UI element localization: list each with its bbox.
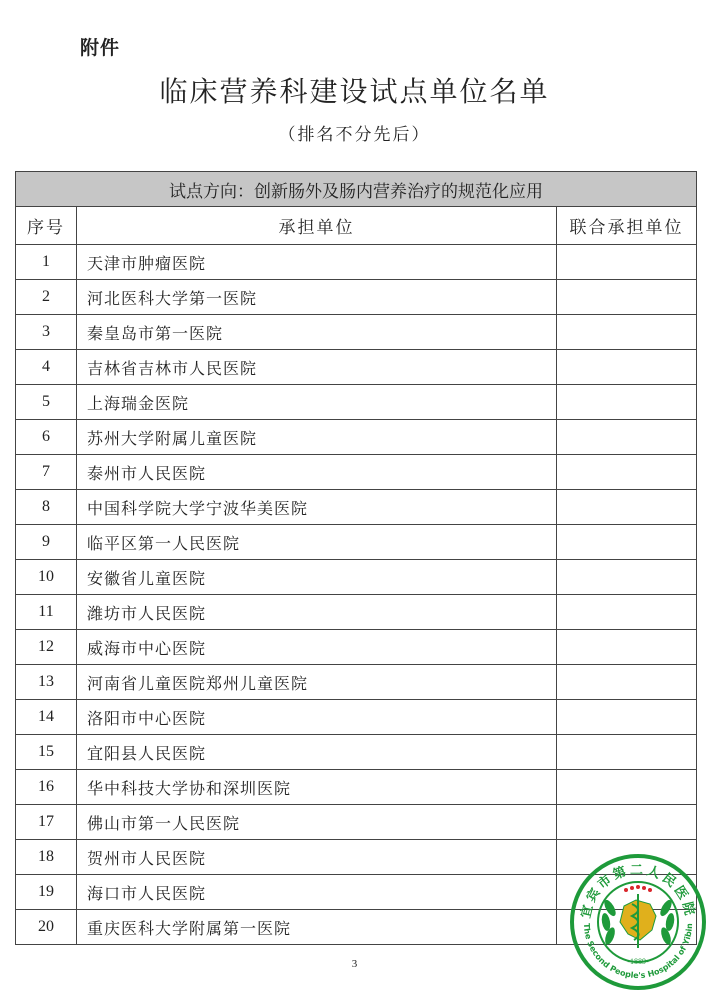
row-unit: 贺州市人民医院 (77, 840, 557, 875)
direction-text: 试点方向：创新肠外及肠内营养治疗的规范化应用 (16, 172, 697, 207)
table-row (16, 525, 697, 560)
row-index: 3 (16, 315, 77, 350)
row-unit: 华中科技大学协和深圳医院 (77, 770, 557, 805)
row-index: 5 (16, 385, 77, 420)
table-row (16, 455, 697, 490)
row-index: 6 (16, 420, 77, 455)
table-row (16, 420, 697, 455)
row-joint-unit (557, 805, 697, 840)
page-title: 临床营养科建设试点单位名单 (159, 75, 550, 108)
row-index: 13 (16, 665, 77, 700)
table-row (16, 280, 697, 315)
table-row (16, 490, 697, 525)
row-unit: 天津市肿瘤医院 (77, 245, 557, 280)
row-unit: 临平区第一人民医院 (77, 525, 557, 560)
row-joint-unit (557, 630, 697, 665)
row-joint-unit (557, 315, 697, 350)
table-row (16, 245, 697, 280)
row-joint-unit (557, 770, 697, 805)
row-index: 12 (16, 630, 77, 665)
row-joint-unit (557, 280, 697, 315)
row-unit: 宜阳县人民医院 (77, 735, 557, 770)
row-unit: 重庆医科大学附属第一医院 (77, 910, 557, 945)
row-joint-unit (557, 525, 697, 560)
row-index: 18 (16, 840, 77, 875)
stars-icon (624, 885, 652, 892)
page-subtitle: （排名不分先后） (278, 125, 431, 145)
table-row (16, 630, 697, 665)
row-unit: 中国科学院大学宁波华美医院 (77, 490, 557, 525)
table-row (16, 560, 697, 595)
row-index: 10 (16, 560, 77, 595)
row-joint-unit (557, 735, 697, 770)
unit-table (15, 171, 697, 945)
table-row (16, 665, 697, 700)
row-joint-unit (557, 560, 697, 595)
row-unit: 威海市中心医院 (77, 630, 557, 665)
direction-row (16, 172, 697, 207)
seal-english-name: The Second People's Hospital of Yibin (581, 923, 695, 981)
row-unit: 秦皇岛市第一医院 (77, 315, 557, 350)
row-index: 4 (16, 350, 77, 385)
row-joint-unit (557, 455, 697, 490)
row-joint-unit (557, 490, 697, 525)
row-index: 1 (16, 245, 77, 280)
header-unit: 承担单位 (77, 207, 557, 245)
row-joint-unit (557, 350, 697, 385)
row-index: 20 (16, 910, 77, 945)
row-unit: 安徽省儿童医院 (77, 560, 557, 595)
table-row (16, 770, 697, 805)
row-joint-unit (557, 420, 697, 455)
table-row (16, 700, 697, 735)
row-index: 8 (16, 490, 77, 525)
table-row (16, 350, 697, 385)
table-row (16, 735, 697, 770)
table-row (16, 595, 697, 630)
page-number: 3 (351, 958, 358, 970)
row-index: 14 (16, 700, 77, 735)
hospital-seal (566, 844, 709, 991)
row-index: 17 (16, 805, 77, 840)
table-row (16, 315, 697, 350)
seal-chinese-name: 宜宾市第二人民医院 (578, 863, 698, 920)
row-joint-unit (557, 665, 697, 700)
row-index: 11 (16, 595, 77, 630)
row-joint-unit (557, 595, 697, 630)
row-unit: 洛阳市中心医院 (77, 700, 557, 735)
row-index: 9 (16, 525, 77, 560)
row-unit: 上海瑞金医院 (77, 385, 557, 420)
row-joint-unit (557, 700, 697, 735)
row-index: 15 (16, 735, 77, 770)
row-index: 7 (16, 455, 77, 490)
row-index: 16 (16, 770, 77, 805)
row-unit: 海口市人民医院 (77, 875, 557, 910)
row-index: 19 (16, 875, 77, 910)
row-unit: 河南省儿童医院郑州儿童医院 (77, 665, 557, 700)
seal-year: -1889- (627, 957, 649, 966)
table-row (16, 385, 697, 420)
table-row (16, 805, 697, 840)
row-unit: 河北医科大学第一医院 (77, 280, 557, 315)
attachment-label: 附件 (80, 37, 121, 59)
row-index: 2 (16, 280, 77, 315)
row-unit: 泰州市人民医院 (77, 455, 557, 490)
row-unit: 吉林省吉林市人民医院 (77, 350, 557, 385)
row-unit: 苏州大学附属儿童医院 (77, 420, 557, 455)
row-joint-unit (557, 385, 697, 420)
row-joint-unit (557, 245, 697, 280)
row-unit: 潍坊市人民医院 (77, 595, 557, 630)
header-row (16, 207, 697, 245)
header-joint: 联合承担单位 (557, 207, 697, 245)
header-index: 序号 (16, 207, 77, 245)
row-unit: 佛山市第一人民医院 (77, 805, 557, 840)
